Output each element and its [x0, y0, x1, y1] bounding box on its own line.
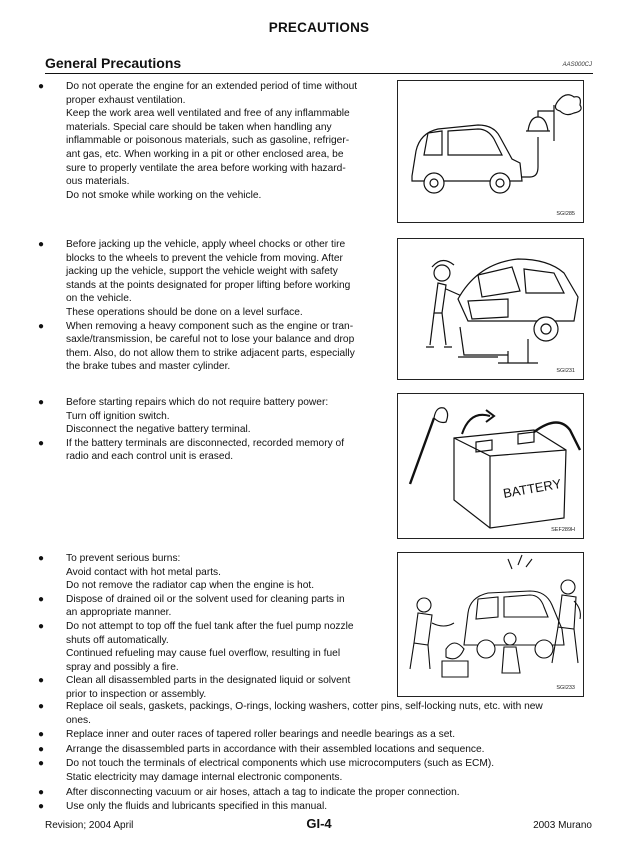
block-battery — [38, 396, 390, 464]
text-line: Dispose of drained oil or the solvent used for cleaning parts in — [66, 593, 345, 605]
block-jacking — [38, 238, 390, 374]
text-line: Keep the work area well ventilated and free of any inflammable — [66, 108, 350, 120]
text-line: ous materials. — [66, 176, 130, 188]
block-exhaust — [38, 80, 390, 202]
text-line: spray and possibly a fire. — [66, 661, 179, 673]
text-line: Static electricity may damage internal electronic components. — [66, 771, 343, 783]
text-line: the brake tubes and master cylinder. — [66, 361, 231, 373]
text-line: These operations should be done on a level surface. — [66, 306, 303, 318]
text-line: When removing a heavy component such as the engine or tran- — [66, 320, 354, 332]
bullet-item — [38, 743, 594, 757]
bullet-item — [38, 552, 390, 593]
text-line: ant gas, etc. When working in a pit or other enclosed area, be — [66, 148, 344, 160]
figure-workshop — [397, 552, 584, 697]
figure-code: SGI231 — [556, 368, 575, 374]
bullet-dot: ● — [38, 701, 45, 712]
text-line: Arrange the disassembled parts in accordance with their assembled locations and sequence. — [66, 743, 485, 755]
text-line: Do not touch the terminals of electrical components which use microcomputers (such as ECM). — [66, 758, 495, 770]
bullet-item — [38, 728, 594, 742]
figure-exhaust-ventilation — [397, 80, 584, 223]
bullet-dot: ● — [38, 239, 45, 250]
text-line: Before jacking up the vehicle, apply wheel chocks or other tire — [66, 239, 346, 250]
bullet-item — [38, 674, 390, 701]
figure-jacking — [397, 238, 584, 380]
footer-model: 2003 Murano — [533, 820, 592, 831]
bullet-item — [38, 700, 594, 727]
bullet-dot: ● — [38, 81, 45, 92]
text-line: shuts off automatically. — [66, 634, 169, 646]
bullet-item — [38, 593, 390, 620]
bullet-item — [38, 786, 594, 800]
text-line: ones. — [66, 714, 91, 726]
bullet-dot: ● — [38, 729, 45, 741]
bullet-item — [38, 437, 390, 464]
figure-code: SEF289H — [551, 527, 575, 533]
text-line: To prevent serious burns: — [66, 553, 181, 564]
text-line: Before starting repairs which do not require battery power: — [66, 397, 329, 408]
text-line: Clean all disassembled parts in the designated liquid or solvent — [66, 675, 351, 687]
text-line: them. Also, do not allow them to strike adjacent parts, especially — [66, 347, 355, 359]
bullet-item — [38, 396, 390, 437]
figure-battery — [397, 393, 584, 539]
workshop-cartoon-illustration — [398, 553, 585, 698]
bullet-dot: ● — [38, 675, 45, 687]
text-line: an appropriate manner. — [66, 607, 172, 619]
bullet-dot: ● — [38, 437, 45, 449]
text-line: proper exhaust ventilation. — [66, 94, 186, 106]
block-burns-disposal — [38, 552, 390, 702]
text-line: Do not operate the engine for an extended period of time without — [66, 81, 358, 92]
bullet-item — [38, 800, 594, 814]
text-line: Do not smoke while working on the vehicle. — [66, 189, 262, 201]
bullet-dot: ● — [38, 553, 45, 564]
text-line: blocks to the wheels to prevent the vehicle from moving. After — [66, 252, 343, 264]
text-line: saxle/transmission, be careful not to lose your balance and drop — [66, 334, 355, 346]
text-line: Continued refueling may cause fuel overflow, resulting in fuel — [66, 648, 341, 660]
bullet-item — [38, 620, 390, 674]
bullet-dot: ● — [38, 397, 45, 408]
text-line: Avoid contact with hot metal parts. — [66, 566, 221, 578]
figure-code: SGI233 — [556, 685, 575, 691]
footer-page-number: GI-4 — [306, 816, 332, 831]
section-divider — [45, 73, 593, 74]
text-line: on the vehicle. — [66, 293, 132, 305]
text-line: radio and each control unit is erased. — [66, 451, 234, 463]
footer-revision: Revision; 2004 April — [45, 820, 134, 831]
bullet-dot: ● — [38, 593, 45, 605]
text-line: materials. Special care should be taken when handling any — [66, 121, 332, 133]
figure-code: SGI285 — [556, 211, 575, 217]
bullet-item — [38, 238, 390, 320]
text-line: Do not attempt to top off the fuel tank after the fuel pump nozzle — [66, 620, 354, 632]
text-line: Replace inner and outer races of tapered roller bearings and needle bearings as a set. — [66, 729, 456, 741]
text-line: Turn off ignition switch. — [66, 410, 170, 422]
bullet-item — [38, 757, 594, 784]
text-line: If the battery terminals are disconnected, recorded memory of — [66, 437, 345, 449]
text-line: Use only the fluids and lubricants specified in this manual. — [66, 801, 328, 813]
bullet-dot: ● — [38, 801, 45, 813]
bullet-item — [38, 80, 390, 202]
text-line: Disconnect the negative battery terminal. — [66, 424, 251, 436]
text-line: jacking up the vehicle, support the vehicle weight with safety — [66, 266, 338, 278]
bullet-dot: ● — [38, 320, 45, 332]
car-exhaust-illustration — [398, 81, 585, 224]
bullet-dot: ● — [38, 743, 45, 755]
text-line: stands at the points designated for proper lifting before working — [66, 279, 351, 291]
bullet-dot: ● — [38, 758, 45, 770]
page-header: PRECAUTIONS — [268, 20, 370, 35]
bullet-item — [38, 320, 390, 374]
general-bullet-list — [38, 700, 594, 815]
section-code: AAS000CJ — [562, 62, 592, 68]
text-line: Replace oil seals, gaskets, packings, O-rings, locking washers, cotter pins, self-locking nuts, etc. with new — [66, 701, 543, 712]
battery-label: BATTERY — [501, 475, 563, 501]
text-line: sure to properly ventilate the area before working with hazard- — [66, 162, 346, 174]
bullet-dot: ● — [38, 620, 45, 632]
text-line: inflammable or poisonous materials, such as gasoline, refriger- — [66, 135, 350, 147]
text-line: Do not remove the radiator cap when the engine is hot. — [66, 580, 315, 592]
section-title: General Precautions — [45, 55, 182, 71]
car-on-jack-illustration — [398, 239, 585, 381]
bullet-dot: ● — [38, 786, 45, 798]
battery-illustration — [398, 394, 585, 540]
text-line: prior to inspection or assembly. — [66, 688, 207, 700]
text-line: After disconnecting vacuum or air hoses, attach a tag to indicate the proper connection. — [66, 786, 460, 798]
